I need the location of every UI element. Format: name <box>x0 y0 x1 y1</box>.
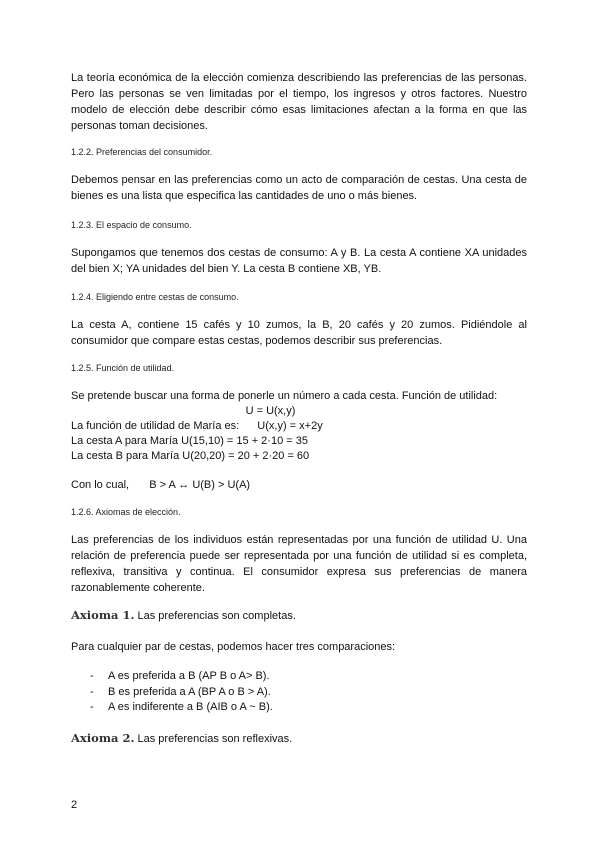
axioma-2 <box>71 730 292 747</box>
eligiendo-paragraph: La cesta A, contiene 15 cafés y 10 zumos, la B, 20 cafés y 20 zumos. Pidiéndole al consumidor que compare estas cestas, podemos describir sus preferencias. <box>71 319 527 347</box>
list-item-text: B es preferida a A (BP A o B > A). <box>108 686 271 698</box>
list-item-text: A es preferida a B (AP B o A> B). <box>108 670 270 682</box>
list-item <box>90 684 271 700</box>
page-number: 2 <box>71 799 78 811</box>
heading-eligiendo-cestas: 1.2.4. Eligiendo entre cestas de consumo. <box>71 292 239 302</box>
axioma-1-label: Axioma 1. <box>71 608 135 622</box>
bullet-dash: - <box>90 686 94 698</box>
heading-preferencias-consumidor: 1.2.2. Preferencias del consumidor. <box>71 147 213 157</box>
axioma-2-label: Axioma 2. <box>71 731 135 745</box>
conclusion-line <box>71 477 250 493</box>
maria-utilidad-formula: U(x,y) = x+2y <box>257 420 323 432</box>
cesta-a-line: La cesta A para María U(15,10) = 15 + 2·10 = 35 <box>71 435 308 447</box>
comparaciones-line: Para cualquier par de cestas, podemos hacer tres comparaciones: <box>71 641 396 653</box>
axioma-2-text: Las preferencias son reflexivas. <box>137 733 293 745</box>
utilidad-intro-line: Se pretende buscar una forma de ponerle un número a cada cesta. Función de utilidad: <box>71 390 498 402</box>
axioma-1-text: Las preferencias son completas. <box>137 610 296 622</box>
bullet-dash: - <box>90 701 94 713</box>
list-item <box>90 668 270 684</box>
axioma-1 <box>71 607 296 624</box>
bullet-dash: - <box>90 670 94 682</box>
conclusion-label: Con lo cual, <box>71 479 130 491</box>
espacio-consumo-paragraph: Supongamos que tenemos dos cestas de consumo: A y B. La cesta A contiene XA unidades del bien X; YA unidades del bien Y. La cesta B contiene XB, YB. <box>71 247 527 275</box>
maria-utilidad-line <box>71 418 323 434</box>
heading-espacio-consumo: 1.2.3. El espacio de consumo. <box>71 220 192 230</box>
intro-paragraph: La teoría económica de la elección comienza describiendo las preferencias de las personas. Pero las personas se ven limitadas por el tiempo, los ingresos y otros factores. Nuestro modelo de elección debe describir cómo esas limitaciones afectan a la forma en que las personas toman decisiones. <box>71 72 527 132</box>
maria-utilidad-label: La función de utilidad de María es: <box>71 420 240 432</box>
heading-axiomas-eleccion: 1.2.6. Axiomas de elección. <box>71 507 181 517</box>
conclusion-formula: B > A ↔ U(B) > U(A) <box>149 479 251 491</box>
preferencias-paragraph: Debemos pensar en las preferencias como un acto de comparación de cestas. Una cesta de bienes es una lista que especifica las cantidades de uno o más bienes. <box>71 174 527 202</box>
heading-funcion-utilidad: 1.2.5. Función de utilidad. <box>71 363 175 373</box>
list-item <box>90 699 273 715</box>
cesta-b-line: La cesta B para María U(20,20) = 20 + 2·20 = 60 <box>71 450 310 462</box>
axiomas-paragraph: Las preferencias de los individuos están representadas por una función de utilidad U. Una relación de preferencia puede ser representada por una función de utilidad si es completa, reflexiva, transitiva y continua. El consumidor expresa sus preferencias de manera razonablemente coherente. <box>71 534 527 594</box>
utilidad-formula: U = U(x,y) <box>245 405 296 417</box>
list-item-text: A es indiferente a B (AIB o A ~ B). <box>108 701 273 713</box>
